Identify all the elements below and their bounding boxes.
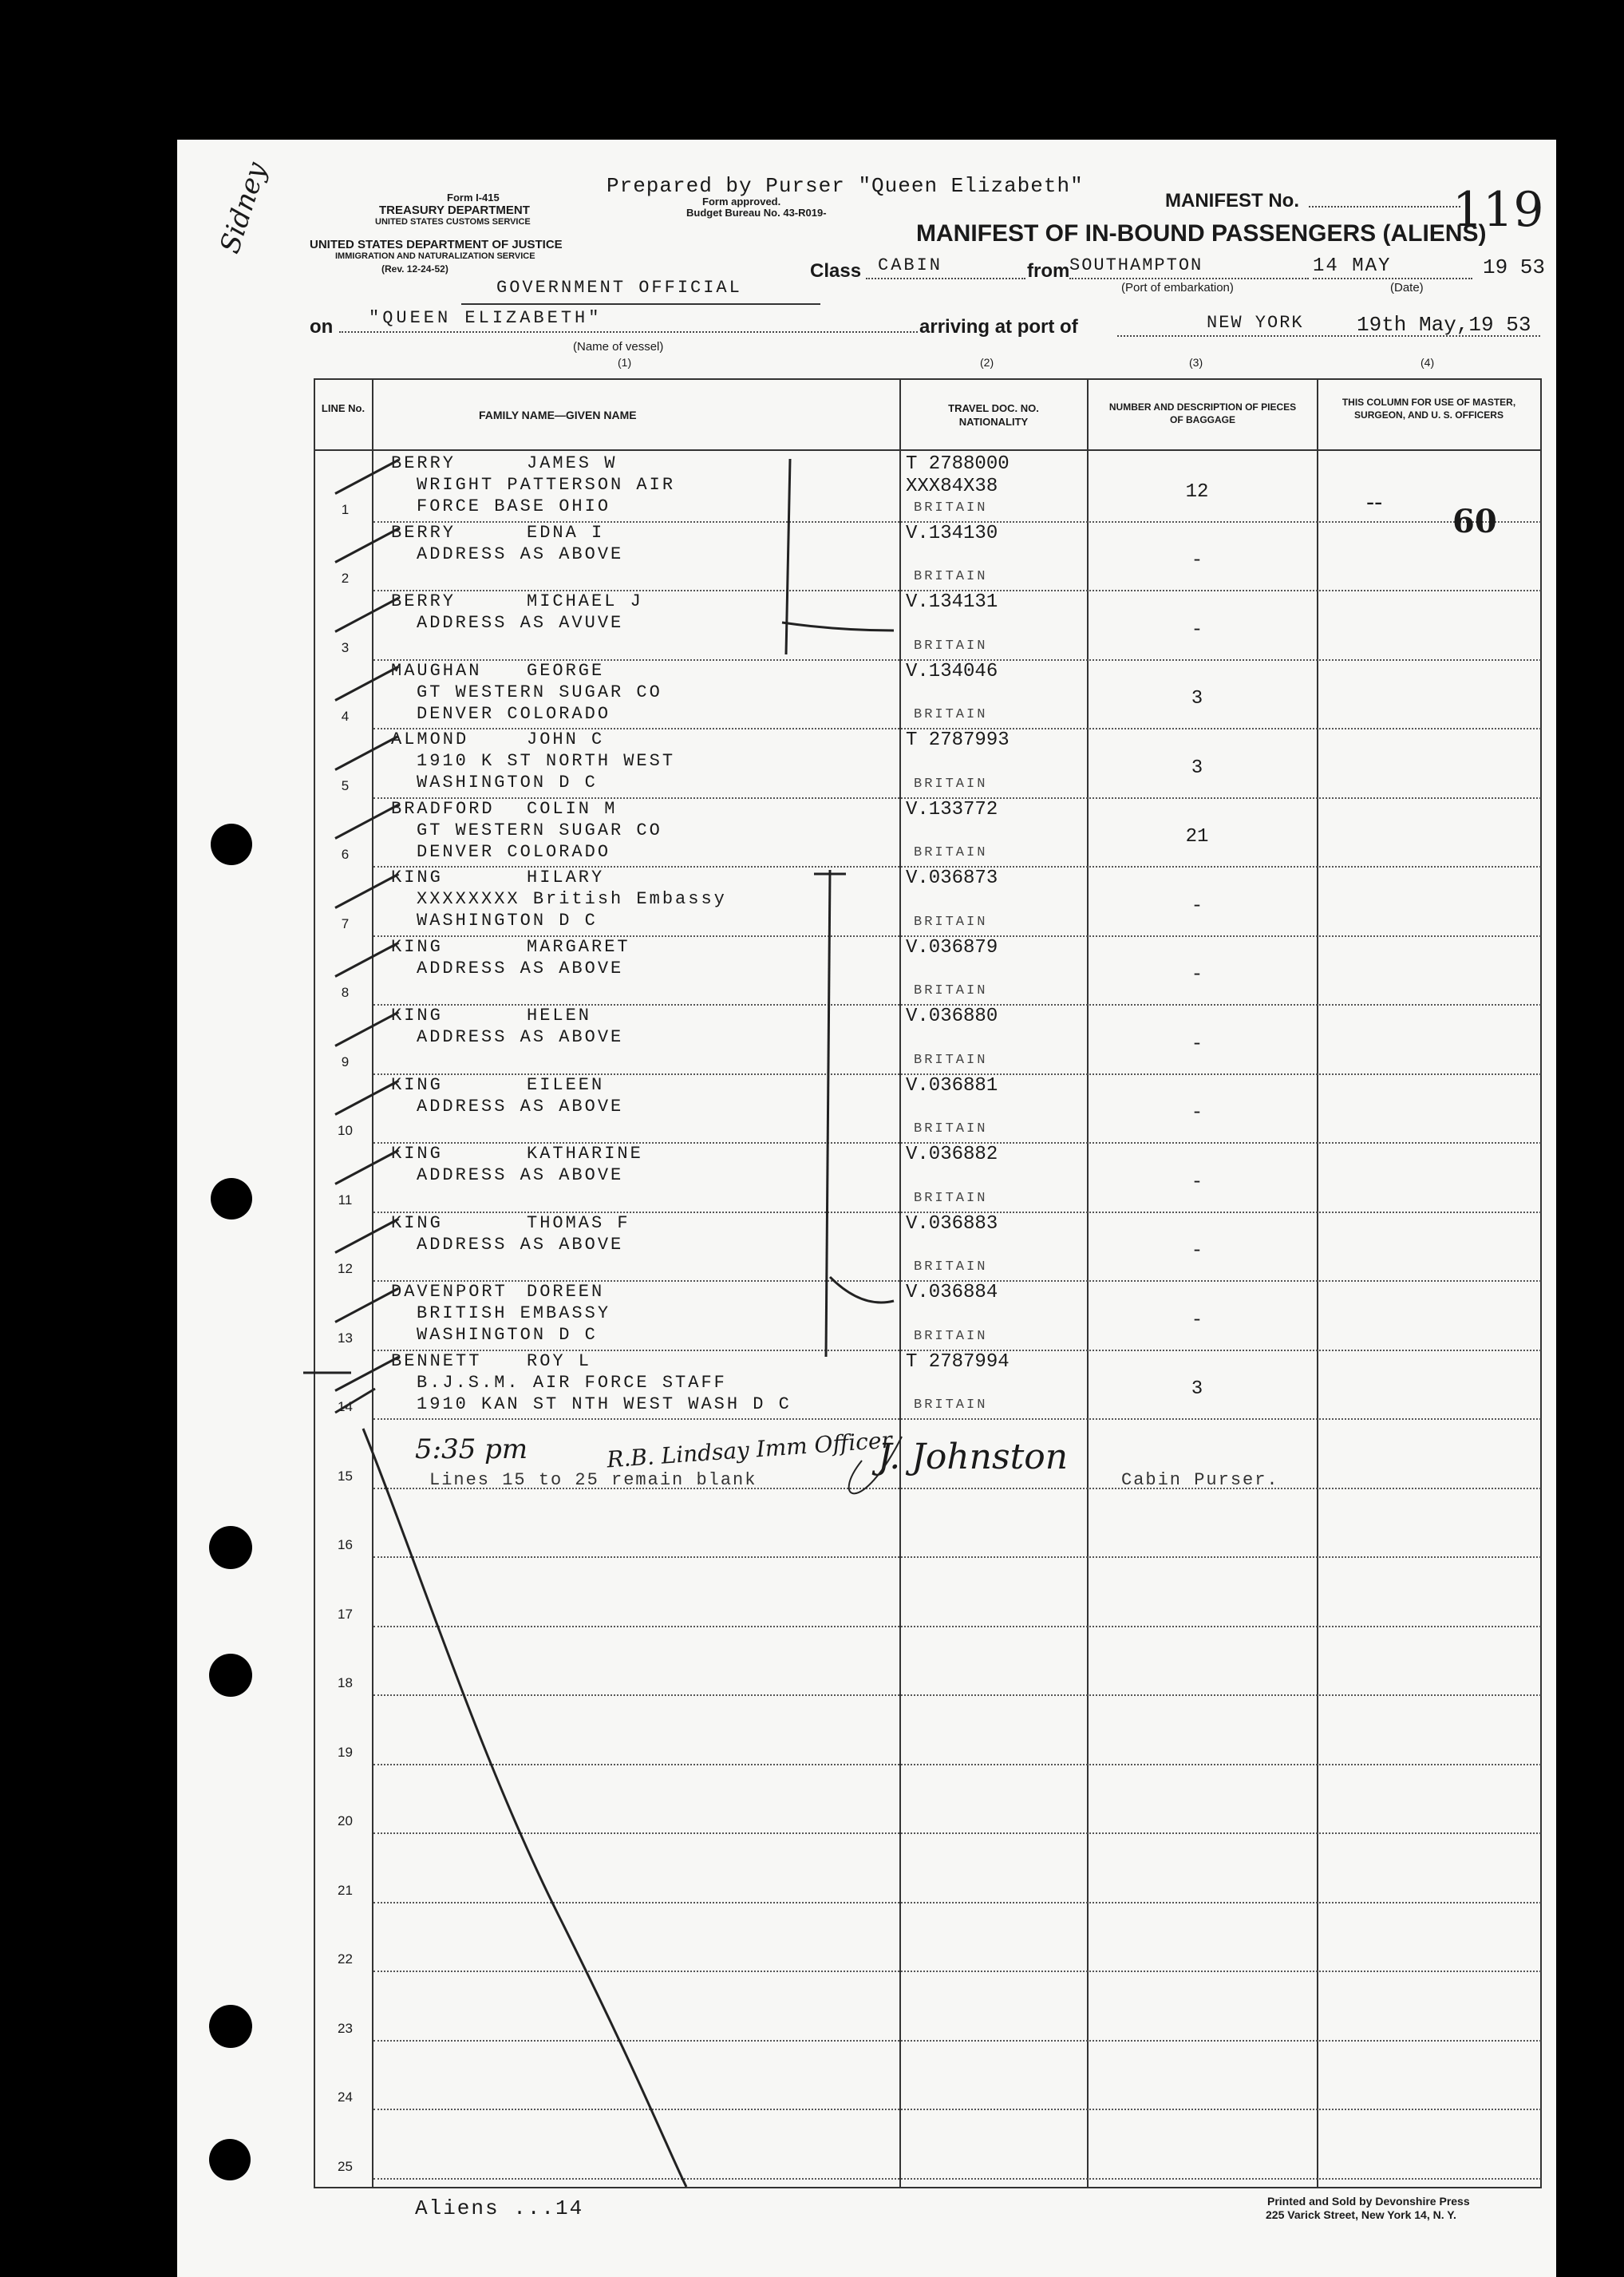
line-number: 12 xyxy=(338,1261,353,1276)
nationality: BRITAIN xyxy=(914,983,988,998)
treasury-dept: TREASURY DEPARTMENT xyxy=(379,204,530,217)
address-line-2: WASHINGTON D C xyxy=(417,1325,598,1345)
bracket-stroke xyxy=(782,623,894,631)
purser-signature: J. Johnston xyxy=(878,1437,1069,1477)
nationality: BRITAIN xyxy=(914,500,988,516)
baggage-count: - xyxy=(1191,1240,1203,1262)
line-number: 15 xyxy=(338,1468,353,1484)
line-number: 9 xyxy=(341,1054,350,1069)
line-number: 10 xyxy=(338,1123,353,1138)
line-number: 20 xyxy=(338,1813,353,1828)
remaining-lines-note: Lines 15 to 25 remain blank xyxy=(429,1470,757,1490)
address-line-2: DENVER COLORADO xyxy=(417,703,611,724)
nationality: BRITAIN xyxy=(914,845,988,860)
column-number-2: (2) xyxy=(980,356,994,369)
line-number: 8 xyxy=(341,985,350,1000)
given-name: HELEN xyxy=(527,1006,592,1026)
baggage-count: - xyxy=(1191,964,1203,986)
nationality: BRITAIN xyxy=(914,1397,988,1413)
line-number: 18 xyxy=(338,1675,353,1690)
manifest-no-label: MANIFEST No. xyxy=(1165,190,1299,211)
travel-doc-number: V.036883 xyxy=(906,1212,998,1235)
line-number: 4 xyxy=(341,709,350,724)
given-name: THOMAS F xyxy=(527,1212,630,1233)
given-name: KATHARINE xyxy=(527,1144,643,1164)
line-number: 24 xyxy=(338,2089,353,2105)
family-name: KING xyxy=(391,1212,443,1233)
line-number: 19 xyxy=(338,1744,353,1760)
address-line-1: GT WESTERN SUGAR CO xyxy=(417,820,662,840)
from-value: SOUTHAMPTON xyxy=(1069,255,1203,275)
travel-doc-number: T 2788000 xyxy=(906,453,1010,475)
line-number: 1 xyxy=(341,501,350,517)
address-line-1: WRIGHT PATTERSON AIR xyxy=(417,475,676,495)
baggage-count: 3 xyxy=(1191,1378,1203,1400)
header-name: FAMILY NAME—GIVEN NAME xyxy=(479,409,637,421)
address-line-1: ADDRESS AS ABOVE xyxy=(417,1234,624,1255)
travel-doc-number: V.036881 xyxy=(906,1074,998,1097)
address-line-1: ADDRESS AS ABOVE xyxy=(417,544,624,564)
address-line-1: BRITISH EMBASSY xyxy=(417,1303,611,1323)
government-official-stamp: GOVERNMENT OFFICIAL xyxy=(496,278,742,298)
nationality: BRITAIN xyxy=(914,1328,988,1344)
nationality: BRITAIN xyxy=(914,1052,988,1068)
travel-doc-number: T 2787994 xyxy=(906,1350,1010,1373)
family-name: KING xyxy=(391,1144,443,1164)
travel-doc-number: V.134130 xyxy=(906,522,998,544)
address-line-1: ADDRESS AS ABOVE xyxy=(417,1165,624,1185)
form-approved: Form approved. xyxy=(702,196,781,208)
nationality: BRITAIN xyxy=(914,914,988,930)
travel-doc-number: V.036882 xyxy=(906,1144,998,1165)
nationality: BRITAIN xyxy=(914,1121,988,1137)
purser-title: Cabin Purser. xyxy=(1121,1470,1279,1490)
given-name: COLIN M xyxy=(527,798,618,819)
address-line-1: ADDRESS AS ABOVE xyxy=(417,1027,624,1047)
nationality: BRITAIN xyxy=(914,569,988,584)
address-line-1: XXXXXXXX British Embassy xyxy=(417,889,727,909)
line-number: 21 xyxy=(338,1882,353,1898)
column-number-4: (4) xyxy=(1421,356,1435,369)
given-name: GEORGE xyxy=(527,660,605,681)
travel-doc-number: V.036879 xyxy=(906,936,998,959)
given-name: MARGARET xyxy=(527,936,630,957)
nationality: BRITAIN xyxy=(914,638,988,654)
header-line-no: LINE No. xyxy=(321,402,365,414)
officer-column-mark: 60 xyxy=(1452,503,1497,540)
given-name: JAMES W xyxy=(527,453,618,473)
address-line-2: WASHINGTON D C xyxy=(417,773,598,793)
year-value: 19 53 xyxy=(1483,255,1546,279)
given-name: EDNA I xyxy=(527,522,605,543)
travel-doc-number: T 2787993 xyxy=(906,729,1010,751)
form-revision: (Rev. 12-24-52) xyxy=(381,263,448,275)
given-name: ROY L xyxy=(527,1350,592,1371)
address-line-2: 1910 KAN ST NTH WEST WASH D C xyxy=(417,1393,792,1414)
given-name: EILEEN xyxy=(527,1074,605,1095)
family-name: DAVENPORT xyxy=(391,1282,508,1302)
ins-service: IMMIGRATION AND NATURALIZATION SERVICE xyxy=(335,251,535,261)
family-name: KING xyxy=(391,936,443,957)
aliens-count: Aliens ...14 xyxy=(415,2196,584,2220)
arriving-port: NEW YORK xyxy=(1207,313,1304,333)
bracket-stroke xyxy=(826,870,830,1357)
family-name: BERRY xyxy=(391,522,456,543)
port-embarkation-caption: (Port of embarkation) xyxy=(1121,281,1234,295)
baggage-count: - xyxy=(1191,895,1203,917)
date-value: 14 MAY xyxy=(1313,255,1392,277)
nationality: BRITAIN xyxy=(914,707,988,722)
travel-doc-number: V.036873 xyxy=(906,868,998,889)
on-label: on xyxy=(310,316,334,338)
class-value: CABIN xyxy=(878,255,943,275)
arriving-label: arriving at port of xyxy=(919,316,1078,338)
travel-doc-number: V.036884 xyxy=(906,1282,998,1303)
travel-doc-number: V.134046 xyxy=(906,660,998,682)
prepared-by: Prepared by Purser "Queen Elizabeth" xyxy=(607,174,1084,198)
address-line-2: DENVER COLORADO xyxy=(417,841,611,862)
line-number: 3 xyxy=(341,639,350,655)
handwritten-time: 5:35 pm xyxy=(415,1433,528,1465)
given-name: HILARY xyxy=(527,868,605,887)
printer-line-1: Printed and Sold by Devonshire Press xyxy=(1267,2195,1470,2208)
printer-line-2: 225 Varick Street, New York 14, N. Y. xyxy=(1266,2208,1456,2221)
line-number: 16 xyxy=(338,1537,353,1552)
line-number: 6 xyxy=(341,847,350,862)
travel-doc-number: V.134131 xyxy=(906,591,998,613)
tick-stroke xyxy=(335,1389,375,1413)
baggage-count: - xyxy=(1191,1309,1203,1331)
travel-doc-number: V.133772 xyxy=(906,798,998,820)
header-baggage: NUMBER AND DESCRIPTION OF PIECES OF BAGGAGE xyxy=(1108,401,1297,425)
header-officers: THIS COLUMN FOR USE OF MASTER, SURGEON, AND U. S. OFFICERS xyxy=(1341,397,1516,421)
baggage-count: 3 xyxy=(1191,757,1203,779)
address-line-1: ADDRESS AS ABOVE xyxy=(417,1096,624,1117)
date-caption: (Date) xyxy=(1390,281,1424,295)
handwritten-officer: R.B. Lindsay Imm Officer xyxy=(606,1426,893,1473)
nationality: BRITAIN xyxy=(914,1259,988,1275)
line-number: 7 xyxy=(341,915,350,931)
line-number: 17 xyxy=(338,1606,353,1622)
line-number: 23 xyxy=(338,2020,353,2036)
family-name: BENNETT xyxy=(391,1350,482,1371)
column-number-3: (3) xyxy=(1189,356,1203,369)
baggage-count: 12 xyxy=(1185,480,1209,503)
officer-column-dash: -- xyxy=(1366,488,1383,516)
family-name: KING xyxy=(391,1074,443,1095)
address-line-1: B.J.S.M. AIR FORCE STAFF xyxy=(417,1372,727,1393)
family-name: MAUGHAN xyxy=(391,660,482,681)
baggage-count: - xyxy=(1191,1033,1203,1055)
address-line-2: WASHINGTON D C xyxy=(417,911,598,931)
given-name: JOHN C xyxy=(527,729,605,749)
given-name: MICHAEL J xyxy=(527,591,643,611)
line-number: 13 xyxy=(338,1330,353,1346)
family-name: BERRY xyxy=(391,453,456,473)
from-label: from xyxy=(1027,260,1070,282)
address-line-1: GT WESTERN SUGAR CO xyxy=(417,682,662,702)
budget-bureau: Budget Bureau No. 43-R019- xyxy=(686,207,827,219)
signature-flourish xyxy=(849,1437,902,1493)
form-number: Form I-415 xyxy=(447,192,500,204)
family-name: KING xyxy=(391,1006,443,1026)
manifest-number: 119 xyxy=(1452,182,1544,238)
line-number: 22 xyxy=(338,1951,353,1967)
header-travel-doc: TRAVEL DOC. NO. NATIONALITY xyxy=(948,402,1039,428)
address-line-1: 1910 K ST NORTH WEST xyxy=(417,751,676,771)
customs-service: UNITED STATES CUSTOMS SERVICE xyxy=(375,217,531,227)
baggage-count: - xyxy=(1191,1102,1203,1124)
address-line-1: ADDRESS AS AVUVE xyxy=(417,613,624,633)
line-number: 14 xyxy=(338,1399,353,1414)
baggage-count: - xyxy=(1191,1171,1203,1193)
baggage-count: 3 xyxy=(1191,688,1203,710)
address-line-2: FORCE BASE OHIO xyxy=(417,496,611,516)
baggage-count: - xyxy=(1191,619,1203,641)
nationality: BRITAIN xyxy=(914,776,988,792)
address-line-1: ADDRESS AS ABOVE xyxy=(417,958,624,978)
line-number: 11 xyxy=(338,1192,353,1208)
arrival-date: 19th May,19 53 xyxy=(1357,313,1531,337)
given-name: DOREEN xyxy=(527,1282,605,1302)
travel-doc-crossed: XXX84X38 xyxy=(906,476,998,497)
vessel-caption: (Name of vessel) xyxy=(573,340,664,354)
margin-handwriting: Sidney xyxy=(214,158,274,258)
family-name: KING xyxy=(391,868,443,887)
travel-doc-number: V.036880 xyxy=(906,1006,998,1027)
column-number-1: (1) xyxy=(618,356,632,369)
family-name: BRADFORD xyxy=(391,798,495,819)
manifest-title: MANIFEST OF IN-BOUND PASSENGERS (ALIENS) xyxy=(916,220,1487,247)
justice-dept: UNITED STATES DEPARTMENT OF JUSTICE xyxy=(310,238,563,251)
vessel-name: "QUEEN ELIZABETH" xyxy=(369,308,603,328)
nationality: BRITAIN xyxy=(914,1190,988,1206)
baggage-count: - xyxy=(1191,550,1203,571)
bracket-stroke xyxy=(786,459,790,654)
bracket-stroke xyxy=(830,1277,894,1303)
family-name: BERRY xyxy=(391,591,456,611)
baggage-count: 21 xyxy=(1185,826,1209,848)
class-label: Class xyxy=(810,260,862,282)
line-number: 5 xyxy=(341,777,350,793)
family-name: ALMOND xyxy=(391,729,469,749)
cross-out-line xyxy=(363,1429,686,2187)
line-number: 2 xyxy=(341,571,350,586)
line-number: 25 xyxy=(338,2158,353,2174)
